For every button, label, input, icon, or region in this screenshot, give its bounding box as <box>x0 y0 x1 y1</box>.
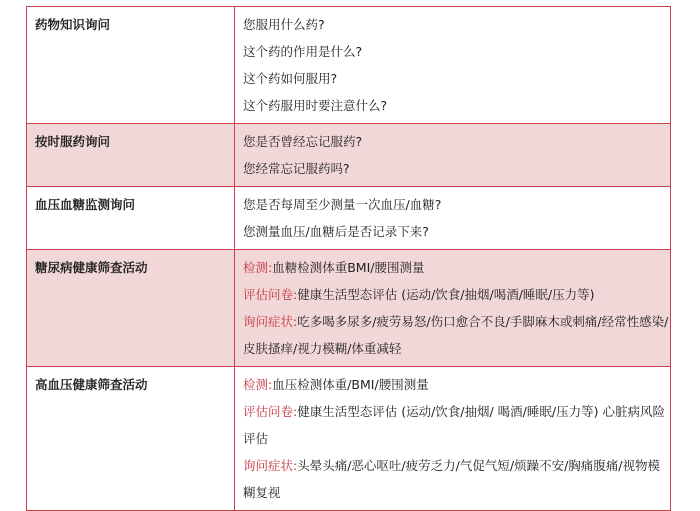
question-line: 您经常忘记服药吗? <box>243 161 350 176</box>
table-row-diabetes-screening <box>27 250 671 367</box>
screening-item <box>243 308 670 362</box>
question-line: 这个药的作用是什么? <box>243 44 363 59</box>
row-content <box>235 124 671 187</box>
table-row-on-time-medication <box>27 124 671 187</box>
health-inquiry-table <box>26 6 671 511</box>
item-label: 检测: <box>243 260 273 275</box>
question-line: 这个药如何服用? <box>243 71 338 86</box>
screening-item <box>243 281 670 308</box>
item-label: 检测: <box>243 377 273 392</box>
row-category: 按时服药询问 <box>27 124 235 187</box>
item-label: 评估问卷: <box>243 404 298 419</box>
row-content <box>235 7 671 124</box>
table-row-medication-knowledge <box>27 7 671 124</box>
question-line: 您是否每周至少测量一次血压/血糖? <box>243 197 442 212</box>
item-text: 健康生活型态评估 (运动/饮食/抽烟/喝酒/睡眠/压力等) <box>297 287 595 302</box>
item-label: 询问症状: <box>243 314 298 329</box>
row-content <box>235 187 671 250</box>
item-text: 血压检测体重/BMI/腰围测量 <box>272 377 429 392</box>
item-text: 头晕头痛/恶心呕吐/疲劳乏力/气促气短/烦躁不安/胸痛腹痛/视物模糊复视 <box>243 458 660 500</box>
item-label: 评估问卷: <box>243 287 298 302</box>
table-row-hypertension-screening <box>27 367 671 511</box>
question-line: 您服用什么药? <box>243 17 325 32</box>
row-category: 糖尿病健康筛查活动 <box>27 250 235 367</box>
question-line: 您测量血压/血糖后是否记录下来? <box>243 224 429 239</box>
screening-item <box>243 371 670 398</box>
table-row-bp-glucose-monitoring <box>27 187 671 250</box>
screening-item <box>243 452 670 506</box>
row-category: 血压血糖监测询问 <box>27 187 235 250</box>
item-text: 血糖检测体重BMI/腰围测量 <box>272 260 425 275</box>
screening-item <box>243 254 670 281</box>
row-category: 药物知识询问 <box>27 7 235 124</box>
item-text: 健康生活型态评估 (运动/饮食/抽烟/ 喝酒/睡眠/压力等) 心脏病风险评估 <box>243 404 665 446</box>
row-content <box>235 367 671 511</box>
row-content <box>235 250 671 367</box>
item-label: 询问症状: <box>243 458 298 473</box>
item-text: 吃多喝多尿多/疲劳易怒/伤口愈合不良/手脚麻木或刺痛/经常性感染/皮肤搔痒/视力模糊/体重减轻 <box>243 314 669 356</box>
question-line: 这个药服用时要注意什么? <box>243 98 388 113</box>
screening-item <box>243 398 670 452</box>
question-line: 您是否曾经忘记服药? <box>243 134 363 149</box>
row-category: 高血压健康筛查活动 <box>27 367 235 511</box>
